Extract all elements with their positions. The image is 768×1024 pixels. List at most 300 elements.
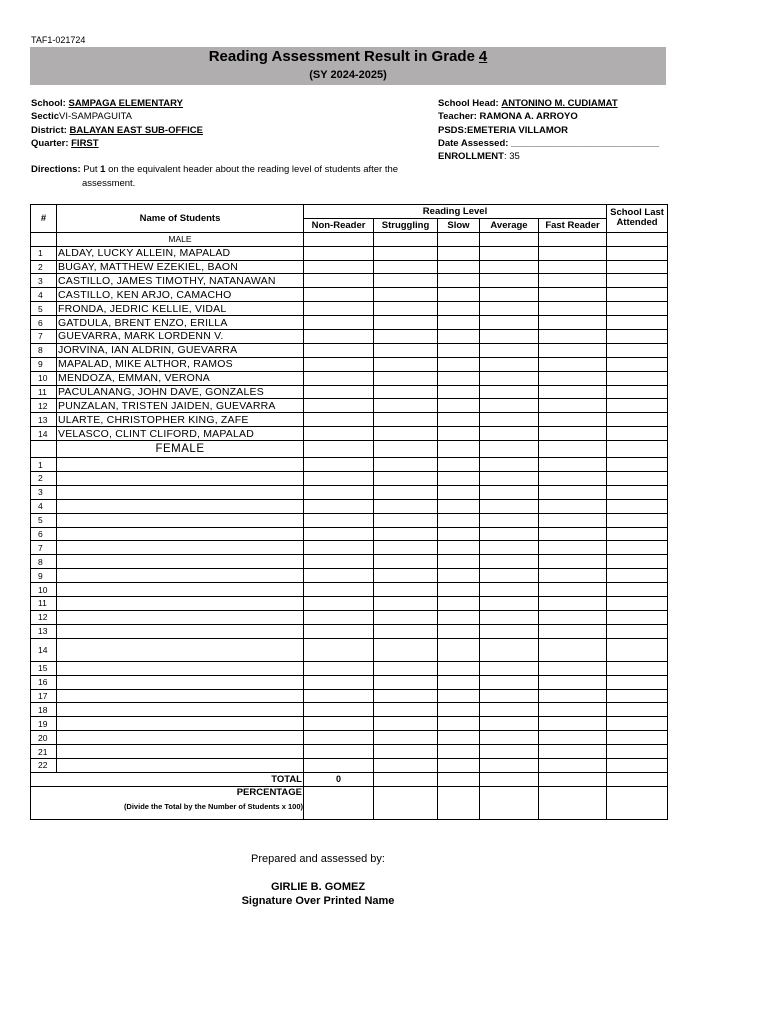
level-cell[interactable] [607, 758, 668, 772]
level-cell[interactable] [438, 302, 480, 316]
level-cell[interactable] [539, 786, 607, 819]
student-name[interactable] [57, 555, 304, 569]
level-cell[interactable] [438, 717, 480, 731]
student-name[interactable] [57, 731, 304, 745]
level-cell[interactable] [304, 499, 374, 513]
level-cell[interactable] [607, 441, 668, 458]
table-row [31, 357, 668, 371]
row-number: 8 [31, 343, 57, 357]
level-cell[interactable] [539, 274, 607, 288]
level-cell[interactable] [607, 569, 668, 583]
level-cell[interactable] [539, 745, 607, 759]
level-cell[interactable] [480, 472, 539, 486]
level-cell[interactable] [607, 624, 668, 638]
student-name[interactable] [57, 458, 304, 472]
student-name[interactable] [57, 610, 304, 624]
student-name[interactable]: MAPALAD, MIKE ALTHOR, RAMOS [57, 357, 304, 371]
level-cell[interactable] [438, 597, 480, 611]
student-name[interactable] [57, 689, 304, 703]
level-cell[interactable] [374, 583, 438, 597]
level-cell[interactable] [374, 427, 438, 441]
level-cell[interactable] [480, 745, 539, 759]
directions-bold: 1 [100, 164, 106, 175]
level-cell[interactable] [539, 772, 607, 786]
level-cell[interactable] [438, 772, 480, 786]
level-cell[interactable] [539, 399, 607, 413]
level-cell[interactable] [539, 371, 607, 385]
level-cell[interactable] [539, 330, 607, 344]
female-section-label: FEMALE [57, 441, 304, 458]
level-cell[interactable] [607, 638, 668, 661]
student-name[interactable] [57, 499, 304, 513]
row-number: 14 [31, 638, 57, 661]
level-cell[interactable] [480, 717, 539, 731]
level-cell[interactable] [304, 485, 374, 499]
level-cell[interactable] [607, 427, 668, 441]
level-cell[interactable] [304, 661, 374, 675]
level-cell[interactable] [438, 413, 480, 427]
student-name[interactable] [57, 624, 304, 638]
level-cell[interactable] [539, 232, 607, 246]
level-cell[interactable] [607, 274, 668, 288]
level-cell[interactable] [480, 772, 539, 786]
level-cell[interactable] [304, 399, 374, 413]
level-cell[interactable] [607, 232, 668, 246]
level-cell[interactable] [539, 689, 607, 703]
level-cell[interactable] [374, 260, 438, 274]
level-cell[interactable] [304, 583, 374, 597]
level-cell[interactable] [607, 661, 668, 675]
student-name[interactable] [57, 485, 304, 499]
row-number: 1 [31, 246, 57, 260]
level-cell[interactable] [438, 232, 480, 246]
level-cell[interactable] [374, 541, 438, 555]
level-cell[interactable] [438, 758, 480, 772]
level-cell[interactable] [607, 786, 668, 819]
level-cell[interactable] [438, 399, 480, 413]
level-cell[interactable] [607, 357, 668, 371]
level-cell[interactable] [607, 583, 668, 597]
level-cell[interactable] [438, 541, 480, 555]
level-cell[interactable] [304, 745, 374, 759]
level-cell[interactable] [374, 316, 438, 330]
level-cell[interactable] [304, 513, 374, 527]
level-cell[interactable] [438, 427, 480, 441]
level-cell[interactable] [607, 772, 668, 786]
level-cell[interactable] [374, 385, 438, 399]
student-name[interactable] [57, 583, 304, 597]
student-name[interactable] [57, 717, 304, 731]
level-cell[interactable] [438, 513, 480, 527]
level-cell[interactable] [304, 597, 374, 611]
date-value: ____________________________ [511, 137, 659, 149]
student-name[interactable] [57, 758, 304, 772]
level-cell[interactable] [374, 485, 438, 499]
level-cell[interactable] [539, 527, 607, 541]
level-cell[interactable] [374, 472, 438, 486]
level-cell[interactable] [480, 427, 539, 441]
level-cell[interactable] [607, 610, 668, 624]
level-cell[interactable] [304, 527, 374, 541]
level-cell[interactable] [480, 357, 539, 371]
level-cell[interactable] [438, 357, 480, 371]
level-cell[interactable] [480, 569, 539, 583]
level-cell[interactable] [480, 661, 539, 675]
level-cell[interactable] [480, 330, 539, 344]
table-row [31, 413, 668, 427]
level-cell[interactable] [607, 555, 668, 569]
level-cell[interactable] [374, 371, 438, 385]
level-cell[interactable] [539, 343, 607, 357]
level-cell[interactable] [438, 385, 480, 399]
level-cell[interactable] [607, 513, 668, 527]
level-cell[interactable] [304, 302, 374, 316]
student-name[interactable] [57, 541, 304, 555]
level-cell[interactable] [304, 288, 374, 302]
level-cell[interactable] [480, 458, 539, 472]
level-cell[interactable] [480, 260, 539, 274]
level-cell[interactable] [374, 610, 438, 624]
level-cell[interactable] [374, 513, 438, 527]
percentage-note: (Divide the Total by the Number of Students x 100) [123, 801, 303, 811]
level-cell[interactable] [480, 288, 539, 302]
level-cell[interactable] [374, 274, 438, 288]
level-cell[interactable] [539, 385, 607, 399]
level-cell[interactable] [304, 427, 374, 441]
student-name[interactable] [57, 661, 304, 675]
level-cell[interactable] [374, 343, 438, 357]
level-cell[interactable] [374, 246, 438, 260]
row-number: 13 [31, 413, 57, 427]
level-cell[interactable] [480, 703, 539, 717]
student-name[interactable]: PACULANANG, JOHN DAVE, GONZALES [57, 385, 304, 399]
student-name[interactable]: MENDOZA, EMMAN, VERONA [57, 371, 304, 385]
level-cell[interactable] [480, 758, 539, 772]
level-cell[interactable] [607, 731, 668, 745]
level-cell[interactable] [438, 610, 480, 624]
level-cell[interactable] [480, 786, 539, 819]
student-name[interactable] [57, 597, 304, 611]
level-cell[interactable] [304, 638, 374, 661]
level-cell[interactable] [438, 583, 480, 597]
level-cell[interactable] [539, 758, 607, 772]
level-cell[interactable] [480, 413, 539, 427]
level-cell[interactable] [480, 274, 539, 288]
level-cell[interactable] [374, 717, 438, 731]
reading-level-header: Reading Level [304, 205, 607, 219]
level-cell[interactable] [438, 316, 480, 330]
level-cell[interactable] [607, 597, 668, 611]
level-cell[interactable] [539, 302, 607, 316]
level-cell[interactable] [438, 624, 480, 638]
student-name[interactable] [57, 638, 304, 661]
level-cell[interactable] [480, 527, 539, 541]
school-value: SAMPAGA ELEMENTARY [68, 98, 184, 109]
student-name[interactable]: ULARTE, CHRISTOPHER KING, ZAFE [57, 413, 304, 427]
level-cell[interactable] [304, 343, 374, 357]
level-cell[interactable] [480, 399, 539, 413]
level-cell[interactable] [304, 260, 374, 274]
level-cell[interactable] [607, 246, 668, 260]
level-cell[interactable] [480, 385, 539, 399]
student-name[interactable] [57, 703, 304, 717]
level-cell[interactable] [304, 232, 374, 246]
level-cell[interactable] [480, 499, 539, 513]
level-cell[interactable] [438, 343, 480, 357]
level-cell[interactable] [539, 731, 607, 745]
level-cell[interactable] [480, 513, 539, 527]
level-cell[interactable] [374, 527, 438, 541]
student-name[interactable]: JORVINA, IAN ALDRIN, GUEVARRA [57, 343, 304, 357]
level-cell[interactable] [438, 745, 480, 759]
level-cell[interactable] [539, 569, 607, 583]
level-cell[interactable] [438, 288, 480, 302]
level-cell[interactable] [438, 569, 480, 583]
row-number: 6 [31, 527, 57, 541]
level-cell[interactable] [374, 288, 438, 302]
level-cell[interactable] [374, 555, 438, 569]
level-cell[interactable] [304, 786, 374, 819]
row-number: 5 [31, 513, 57, 527]
level-header-fast-reader: Fast Reader [539, 218, 607, 232]
student-name[interactable] [57, 513, 304, 527]
level-cell[interactable] [480, 597, 539, 611]
level-cell[interactable] [374, 703, 438, 717]
level-cell[interactable] [304, 472, 374, 486]
level-cell[interactable] [374, 441, 438, 458]
student-name[interactable]: FRONDA, JEDRIC KELLIE, VIDAL [57, 302, 304, 316]
student-name[interactable]: PUNZALAN, TRISTEN JAIDEN, GUEVARRA [57, 399, 304, 413]
table-row [31, 675, 668, 689]
level-cell[interactable] [480, 343, 539, 357]
level-cell[interactable] [607, 675, 668, 689]
level-cell[interactable] [480, 610, 539, 624]
level-cell[interactable] [539, 624, 607, 638]
level-cell[interactable] [539, 485, 607, 499]
level-cell[interactable] [304, 541, 374, 555]
level-cell[interactable] [480, 689, 539, 703]
student-name[interactable]: GATDULA, BRENT ENZO, ERILLA [57, 316, 304, 330]
level-cell[interactable] [539, 638, 607, 661]
level-cell[interactable] [539, 610, 607, 624]
level-cell[interactable] [539, 427, 607, 441]
level-cell[interactable] [539, 717, 607, 731]
student-name[interactable]: CASTILLO, KEN ARJO, CAMACHO [57, 288, 304, 302]
row-number: 9 [31, 569, 57, 583]
level-cell[interactable] [438, 274, 480, 288]
level-cell[interactable] [607, 385, 668, 399]
student-name[interactable] [57, 675, 304, 689]
level-cell[interactable] [607, 703, 668, 717]
level-cell[interactable] [374, 458, 438, 472]
level-cell[interactable] [539, 246, 607, 260]
level-cell[interactable] [374, 413, 438, 427]
level-cell[interactable] [438, 731, 480, 745]
percentage-row [31, 786, 668, 819]
level-cell[interactable] [304, 689, 374, 703]
level-cell[interactable] [539, 357, 607, 371]
level-cell[interactable] [607, 399, 668, 413]
level-cell[interactable] [304, 274, 374, 288]
level-cell[interactable] [607, 302, 668, 316]
level-cell[interactable] [304, 675, 374, 689]
student-name[interactable]: GUEVARRA, MARK LORDENN V. [57, 330, 304, 344]
student-name[interactable] [57, 472, 304, 486]
level-cell[interactable] [438, 661, 480, 675]
level-cell[interactable] [438, 472, 480, 486]
level-cell[interactable] [374, 357, 438, 371]
level-cell[interactable] [374, 661, 438, 675]
level-cell[interactable] [438, 260, 480, 274]
level-cell[interactable] [607, 472, 668, 486]
level-cell[interactable] [374, 745, 438, 759]
level-cell[interactable] [539, 703, 607, 717]
level-cell[interactable] [607, 458, 668, 472]
student-name[interactable]: ALDAY, LUCKY ALLEIN, MAPALAD [57, 246, 304, 260]
level-cell[interactable] [539, 413, 607, 427]
level-cell[interactable] [607, 260, 668, 274]
level-cell[interactable] [438, 555, 480, 569]
level-cell[interactable] [607, 288, 668, 302]
level-cell[interactable] [438, 371, 480, 385]
student-name[interactable] [57, 527, 304, 541]
level-cell[interactable] [539, 260, 607, 274]
level-cell[interactable] [438, 527, 480, 541]
student-name[interactable]: VELASCO, CLINT CLIFORD, MAPALAD [57, 427, 304, 441]
level-cell[interactable] [304, 758, 374, 772]
level-cell[interactable] [304, 569, 374, 583]
level-cell[interactable] [480, 316, 539, 330]
level-cell[interactable] [480, 541, 539, 555]
level-cell[interactable] [480, 232, 539, 246]
level-cell[interactable] [304, 371, 374, 385]
level-cell[interactable] [480, 624, 539, 638]
level-cell[interactable] [539, 597, 607, 611]
level-cell[interactable] [480, 675, 539, 689]
level-cell[interactable] [304, 624, 374, 638]
level-header-slow: Slow [438, 218, 480, 232]
psds-value: EMETERIA VILLAMOR [467, 124, 569, 136]
level-cell[interactable] [480, 731, 539, 745]
level-cell[interactable] [374, 624, 438, 638]
level-cell[interactable] [304, 555, 374, 569]
level-cell[interactable] [607, 371, 668, 385]
student-name[interactable] [57, 569, 304, 583]
level-cell[interactable] [539, 513, 607, 527]
level-cell[interactable] [304, 413, 374, 427]
level-cell[interactable] [438, 330, 480, 344]
level-cell[interactable] [304, 246, 374, 260]
level-cell[interactable] [480, 638, 539, 661]
level-cell[interactable] [607, 343, 668, 357]
level-cell[interactable] [607, 689, 668, 703]
level-cell[interactable] [374, 689, 438, 703]
level-cell[interactable] [438, 638, 480, 661]
level-cell[interactable] [607, 330, 668, 344]
level-cell[interactable] [438, 441, 480, 458]
level-cell[interactable] [374, 399, 438, 413]
level-cell[interactable] [304, 441, 374, 458]
level-cell[interactable] [607, 485, 668, 499]
level-cell[interactable] [374, 638, 438, 661]
level-cell[interactable] [304, 717, 374, 731]
level-cell[interactable] [438, 786, 480, 819]
level-cell[interactable] [539, 541, 607, 555]
level-cell[interactable] [374, 302, 438, 316]
level-cell[interactable] [539, 316, 607, 330]
level-cell[interactable] [539, 675, 607, 689]
level-cell[interactable] [374, 772, 438, 786]
level-cell[interactable] [480, 441, 539, 458]
student-name[interactable]: BUGAY, MATTHEW EZEKIEL, BAON [57, 260, 304, 274]
level-cell[interactable] [539, 441, 607, 458]
level-cell[interactable] [607, 527, 668, 541]
level-cell[interactable] [438, 246, 480, 260]
level-cell[interactable] [607, 413, 668, 427]
level-cell[interactable] [607, 499, 668, 513]
level-cell[interactable] [304, 458, 374, 472]
level-cell[interactable] [607, 541, 668, 555]
level-cell[interactable] [438, 703, 480, 717]
level-cell[interactable] [304, 316, 374, 330]
level-cell[interactable] [607, 316, 668, 330]
row-number: 5 [31, 302, 57, 316]
level-cell[interactable] [304, 357, 374, 371]
level-cell[interactable] [374, 731, 438, 745]
level-cell[interactable] [438, 689, 480, 703]
level-cell[interactable] [480, 246, 539, 260]
table-row [31, 513, 668, 527]
level-cell[interactable] [480, 555, 539, 569]
level-cell[interactable] [304, 330, 374, 344]
student-name[interactable] [57, 745, 304, 759]
level-cell[interactable] [438, 499, 480, 513]
level-cell[interactable] [480, 485, 539, 499]
level-cell[interactable] [438, 458, 480, 472]
level-cell[interactable] [539, 288, 607, 302]
level-cell[interactable] [480, 302, 539, 316]
level-cell[interactable] [374, 232, 438, 246]
level-cell[interactable] [374, 569, 438, 583]
level-cell[interactable] [607, 745, 668, 759]
level-cell[interactable] [539, 458, 607, 472]
level-cell[interactable] [374, 597, 438, 611]
document-code: TAF1-021724 [31, 35, 86, 45]
level-cell[interactable] [374, 330, 438, 344]
row-number: 16 [31, 675, 57, 689]
level-cell[interactable] [539, 472, 607, 486]
level-cell[interactable] [304, 731, 374, 745]
student-name[interactable]: CASTILLO, JAMES TIMOTHY, NATANAWAN [57, 274, 304, 288]
level-cell[interactable] [480, 583, 539, 597]
level-cell[interactable] [539, 583, 607, 597]
level-cell[interactable] [607, 717, 668, 731]
level-cell[interactable] [438, 675, 480, 689]
level-cell[interactable] [304, 703, 374, 717]
level-cell[interactable] [438, 485, 480, 499]
level-cell[interactable] [374, 758, 438, 772]
level-cell[interactable] [304, 610, 374, 624]
level-cell[interactable] [374, 499, 438, 513]
level-cell[interactable] [374, 786, 438, 819]
level-cell[interactable] [539, 555, 607, 569]
level-cell[interactable] [539, 499, 607, 513]
level-cell[interactable] [374, 675, 438, 689]
row-number: 7 [31, 541, 57, 555]
level-cell[interactable] [304, 385, 374, 399]
level-cell[interactable] [480, 371, 539, 385]
level-cell[interactable] [539, 661, 607, 675]
